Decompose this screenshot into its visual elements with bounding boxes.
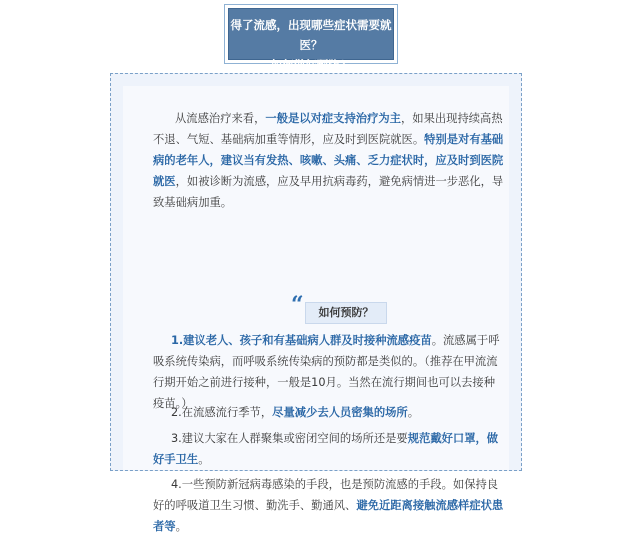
item4-text: 4.一些预防新冠病毒感染的手段，也是预防流感的手段。如保持良好的呼吸道卫生习惯、勤洗手、勤通风、 — [153, 478, 499, 512]
item4-highlight: 避免近距离接触流感样症状患者等 — [153, 499, 504, 533]
prevention-heading: 如何预防？ — [305, 302, 387, 324]
title-banner — [228, 8, 394, 72]
intro-highlight-1: 一般是以对症支持治疗为主 — [265, 112, 401, 125]
intro-text-1: 从流感治疗来看， — [175, 112, 266, 125]
intro-highlight-2: 特别是对有基础病的老年人，建议当有发热、咳嗽、头痛、乏力症状时，应及时到医院就医 — [153, 133, 504, 188]
item1-highlight: 1.建议老人、孩子和有基础病人群及时接种流感疫苗 — [171, 334, 432, 347]
prevention-item-3 — [153, 428, 505, 470]
prevention-item-4 — [153, 474, 505, 537]
intro-text-3: ，如被诊断为流感，应及早用抗病毒药，避免病情进一步恶化，导致基础病加重。 — [153, 175, 504, 209]
intro-paragraph — [153, 108, 505, 213]
item4-end: 。 — [175, 520, 187, 533]
item2-text: 2.在流感流行季节， — [171, 406, 273, 419]
item3-end: 。 — [198, 453, 210, 466]
item2-end: 。 — [407, 406, 420, 419]
title-line-1: 得了流感，出现哪些症状需要就医？ — [230, 18, 392, 52]
item3-highlight: 规范戴好口罩，做好手卫生 — [153, 432, 499, 466]
title-box — [224, 4, 398, 72]
prevention-item-2 — [153, 402, 505, 423]
content-panel-inner — [123, 86, 509, 533]
quote-mark-icon: “ — [291, 292, 304, 318]
item2-highlight: 尽量减少去人员密集的场所 — [272, 406, 408, 419]
item1-text: 。流感属于呼吸系统传染病，而呼吸系统传染病的预防都是类似的。（推荐在甲流流行期开始之前进行接种，一般是10月。当然在流行期间也可以去接种疫苗。） — [153, 334, 500, 410]
intro-text-2: ，如果出现持续高热不退、气短、基础病加重等情形，应及时到医院就医。 — [153, 112, 503, 146]
item3-text: 3.建议大家在人群聚集或密闭空间的场所还是要 — [171, 432, 408, 445]
title-line-2: 如何做好预防？ — [270, 58, 352, 72]
content-panel — [110, 73, 522, 533]
